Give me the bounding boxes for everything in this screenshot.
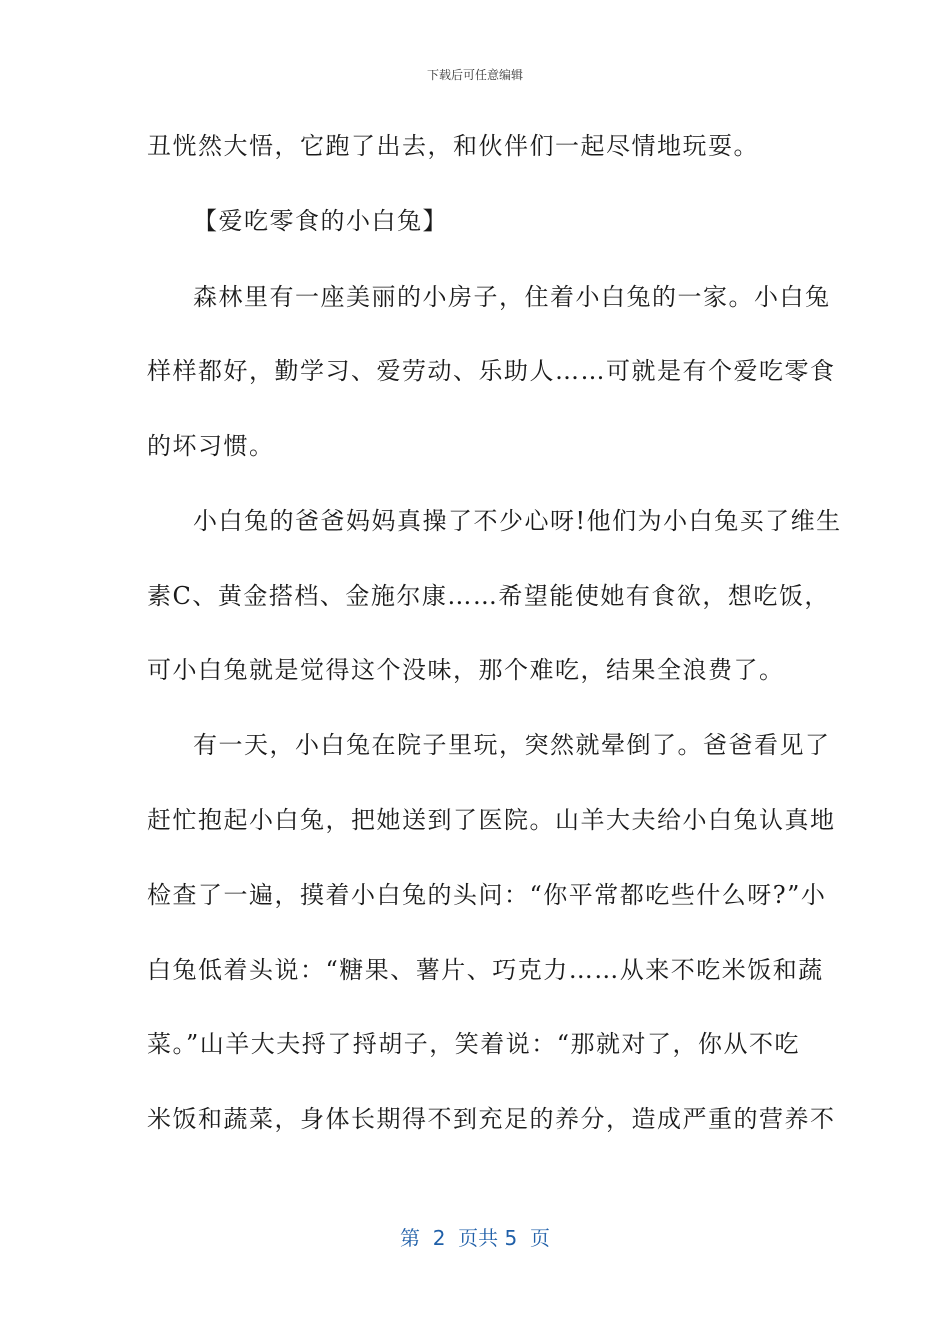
text-line-3: 森林里有一座美丽的小房子，住着小白兔的一家。小白兔 [193, 283, 831, 311]
text-line-8: 可小白兔就是觉得这个没味，那个难吃，结果全浪费了。 [147, 656, 785, 684]
text-line-12: 白兔低着头说：“糖果、薯片、巧克力……从来不吃米饭和蔬 [147, 956, 824, 984]
text-line-11: 检查了一遍，摸着小白兔的头问：“你平常都吃些什么呀?”小 [147, 881, 827, 909]
section-heading: 【爱吃零食的小白兔】 [193, 207, 448, 235]
page-header-note: 下载后可任意编辑 [426, 68, 523, 82]
text-line-4: 样样都好，勤学习、爱劳动、乐助人……可就是有个爱吃零食 [147, 357, 836, 385]
text-line-6: 小白兔的爸爸妈妈真操了不少心呀!他们为小白兔买了维生 [193, 507, 842, 535]
text-line-10: 赶忙抱起小白兔，把她送到了医院。山羊大夫给小白兔认真地 [147, 806, 836, 834]
text-line-14: 米饭和蔬菜，身体长期得不到充足的养分，造成严重的营养不 [147, 1105, 836, 1133]
text-line-13: 菜。”山羊大夫捋了捋胡子，笑着说：“那就对了，你从不吃 [147, 1030, 801, 1058]
text-line-5: 的坏习惯。 [147, 432, 275, 460]
text-line-7: 素C、黄金搭档、金施尔康……希望能使她有食欲，想吃饭， [147, 582, 830, 610]
page-number: 第 2 页共 5 页 [400, 1226, 550, 1250]
text-line-9: 有一天，小白兔在院子里玩，突然就晕倒了。爸爸看见了 [193, 731, 831, 759]
text-line-1: 丑恍然大悟，它跑了出去，和伙伴们一起尽情地玩耍。 [147, 132, 759, 160]
